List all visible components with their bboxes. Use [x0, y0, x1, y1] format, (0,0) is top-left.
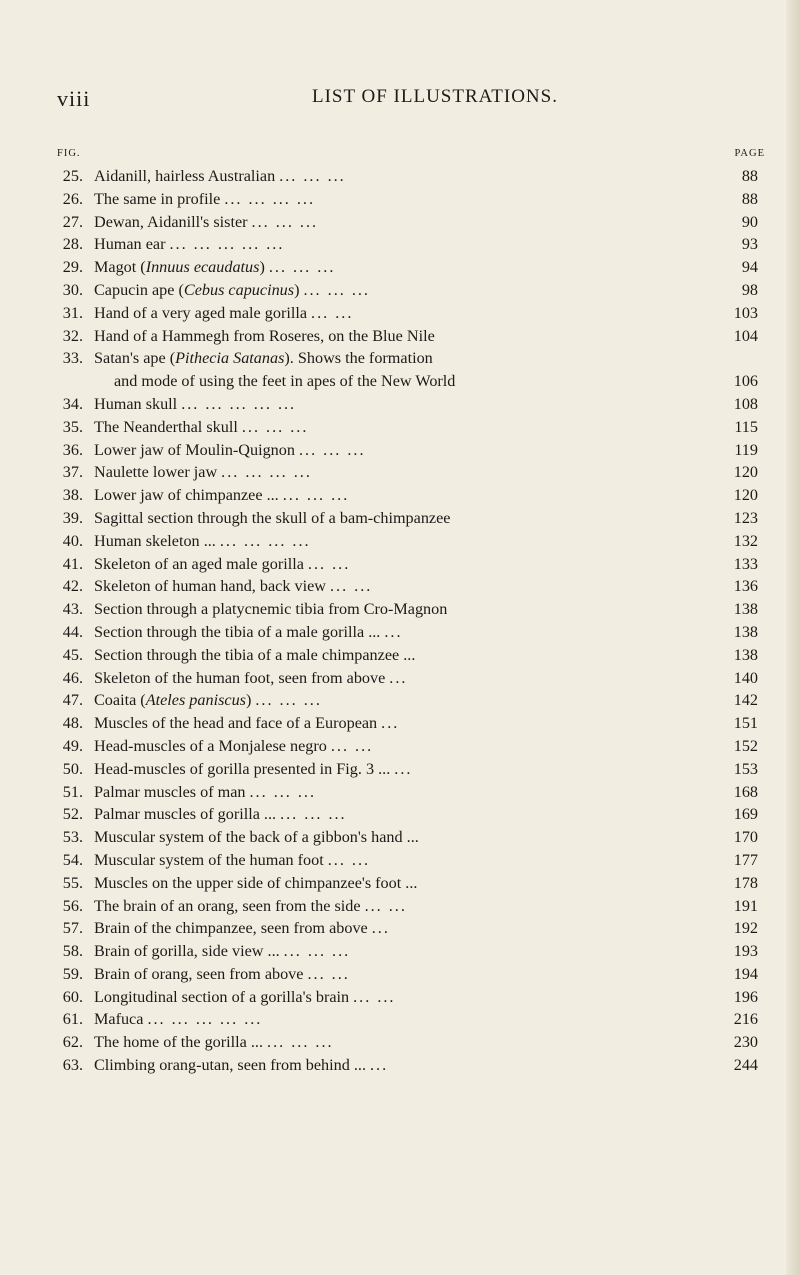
dot-leader: ... ... ...: [241, 417, 309, 436]
caption-text: [94, 553, 304, 576]
caption-text: [94, 598, 447, 621]
page-reference: 138: [733, 600, 758, 619]
entry-body: [83, 826, 768, 849]
figure-number: 50.: [62, 759, 83, 778]
list-item: [48, 347, 768, 393]
figure-number: 45.: [62, 645, 83, 664]
page-reference: 93: [741, 235, 758, 254]
column-headings: [57, 148, 800, 162]
entry-body: [83, 211, 768, 234]
caption-text: [94, 849, 324, 872]
entry-body: [83, 917, 768, 940]
fig-column-heading: FIG.: [57, 148, 81, 159]
entry-body: [83, 849, 768, 872]
entry-body: [83, 507, 768, 530]
page-reference: 120: [733, 463, 758, 482]
entry-body: [83, 256, 768, 279]
entry-body: [83, 895, 768, 918]
page-reference: 138: [733, 645, 758, 664]
page-reference: 136: [733, 577, 758, 596]
caption-segment: Coaita (: [94, 691, 146, 710]
list-item: [48, 712, 768, 735]
caption-text: [94, 1031, 263, 1054]
entry-body: [83, 233, 768, 256]
list-item: [48, 530, 768, 553]
caption-segment: The brain of an orang, seen from the side: [94, 896, 361, 915]
list-item: [48, 484, 768, 507]
caption-segment: The home of the gorilla ...: [94, 1033, 264, 1052]
entry-body: [83, 530, 768, 553]
list-item: [48, 393, 768, 416]
list-item: [48, 598, 768, 621]
dot-leader: ... ...: [330, 736, 374, 755]
caption-italic: Cebus capucinus: [183, 280, 295, 299]
entry-body: [83, 461, 768, 484]
caption-segment: Skeleton of human hand, back view: [94, 577, 326, 596]
page-reference: 104: [733, 326, 758, 345]
figure-number: 63.: [62, 1056, 83, 1075]
page-reference: 153: [733, 759, 758, 778]
page-reference: 120: [733, 486, 758, 505]
figure-number: 47.: [62, 691, 83, 710]
page-reference: 178: [733, 873, 758, 892]
figure-number: 25.: [62, 167, 83, 185]
caption-text: [94, 735, 327, 758]
list-item: [48, 781, 768, 804]
figure-number: 33.: [62, 349, 83, 368]
page-reference: 98: [741, 280, 758, 299]
caption-text: [94, 689, 251, 712]
figure-number: 27.: [62, 212, 83, 231]
caption-text: [94, 256, 265, 279]
dot-leader: ... ...: [311, 303, 354, 322]
caption-text: [94, 1054, 366, 1077]
entry-body: [83, 735, 768, 758]
caption-italic: Pithecia Satanas: [175, 349, 285, 368]
caption-segment: Section through the tibia of a male gorilla ...: [94, 622, 381, 641]
figure-number: 29.: [62, 258, 83, 277]
caption-text: [94, 439, 295, 462]
caption-text: [94, 279, 299, 302]
dot-leader: ... ... ...: [251, 212, 319, 231]
entry-body: [83, 325, 768, 348]
list-item: [48, 758, 768, 781]
page-reference: 168: [733, 782, 758, 801]
caption-segment: Head-muscles of gorilla presented in Fig. 3 ...: [94, 759, 391, 778]
list-item: [48, 553, 768, 576]
entry-body: [83, 575, 768, 598]
figure-number: 48.: [62, 714, 83, 733]
page-reference: 177: [733, 850, 758, 869]
list-item: [48, 621, 768, 644]
entry-body: [83, 553, 768, 576]
caption-text: [94, 233, 165, 256]
dot-leader: ...: [371, 919, 390, 938]
caption-text: [94, 461, 217, 484]
entry-body: [83, 963, 768, 986]
list-item: [48, 416, 768, 439]
caption-text: [94, 302, 307, 325]
figure-number: 51.: [62, 782, 83, 801]
caption-segment: ): [259, 258, 265, 277]
figure-number: 30.: [62, 280, 83, 299]
entry-body: [83, 712, 768, 735]
page-reference: 108: [733, 394, 758, 413]
list-item: [48, 644, 768, 667]
caption-continuation: and mode of using the feet in apes of the New World: [114, 372, 456, 391]
list-item: [48, 986, 768, 1009]
entry-body: [83, 1008, 768, 1031]
dot-leader: ... ...: [329, 577, 373, 596]
page-reference: 90: [741, 212, 758, 231]
page-reference: 216: [733, 1010, 758, 1029]
dot-leader: ... ...: [327, 850, 371, 869]
list-item: [48, 439, 768, 462]
list-item: [48, 1031, 768, 1054]
caption-text: [94, 895, 361, 918]
caption-text: [94, 621, 380, 644]
page-reference: 94: [741, 258, 758, 277]
page-edge: [786, 0, 800, 1275]
list-item: [48, 667, 768, 690]
caption-segment: Sagittal section through the skull of a bam-chimpanzee: [94, 508, 451, 527]
caption-text: [94, 393, 177, 416]
page-reference: 115: [734, 417, 758, 436]
entry-body: [83, 803, 768, 826]
figure-number: 35.: [62, 417, 83, 436]
figure-number: 49.: [62, 736, 83, 755]
entry-body: [83, 439, 768, 462]
dot-leader: ...: [384, 622, 403, 641]
list-item: [48, 211, 768, 234]
page-column-heading: PAGE: [734, 148, 765, 159]
caption-segment: Brain of orang, seen from above: [94, 964, 304, 983]
caption-segment: Satan's ape (: [94, 349, 176, 368]
list-item: [48, 256, 768, 279]
caption-segment: Skeleton of an aged male gorilla: [94, 554, 304, 573]
list-item: [48, 188, 768, 211]
figure-number: 28.: [62, 235, 83, 254]
dot-leader: ... ... ... ...: [221, 463, 312, 482]
caption-text: [94, 917, 368, 940]
caption-text: [94, 872, 417, 895]
page-reference: 194: [733, 964, 758, 983]
caption-segment: Palmar muscles of man: [94, 782, 246, 801]
caption-segment: Hand of a very aged male gorilla: [94, 303, 308, 322]
entry-body: [83, 165, 768, 188]
entry-body: [83, 279, 768, 302]
dot-leader: ... ... ... ... ...: [169, 235, 285, 254]
dot-leader: ... ... ...: [255, 691, 322, 710]
entry-body: [83, 872, 768, 895]
running-title: LIST OF ILLUSTRATIONS.: [312, 86, 558, 107]
list-item: [48, 940, 768, 963]
page-reference: 119: [734, 440, 758, 459]
list-item: [48, 302, 768, 325]
caption-text: [94, 781, 246, 804]
caption-segment: The same in profile: [94, 189, 221, 208]
page-reference: 133: [733, 554, 758, 573]
dot-leader: ...: [381, 714, 400, 733]
entry-body: [83, 758, 768, 781]
list-item: [48, 735, 768, 758]
caption-segment: Hand of a Hammegh from Roseres, on the Blue Nile: [94, 326, 435, 345]
figure-number: 59.: [62, 964, 83, 983]
figure-number: 60.: [62, 987, 83, 1006]
caption-segment: Human skull: [94, 394, 178, 413]
caption-segment: Muscular system of the human foot: [94, 850, 324, 869]
page-reference: 123: [733, 508, 758, 527]
caption-text: [94, 416, 238, 439]
entry-body: [83, 598, 768, 621]
dot-leader: ...: [394, 759, 413, 778]
caption-text: [94, 347, 433, 370]
list-item: [48, 1008, 768, 1031]
page-reference: 169: [733, 805, 758, 824]
figure-number: 61.: [62, 1010, 83, 1029]
entry-body: [83, 393, 768, 416]
page-reference: 103: [733, 303, 758, 322]
list-item: [48, 849, 768, 872]
entry-body: [83, 416, 768, 439]
list-item: [48, 872, 768, 895]
caption-segment: ): [294, 280, 300, 299]
caption-segment: Lower jaw of chimpanzee ...: [94, 486, 279, 505]
page-reference: 138: [733, 622, 758, 641]
caption-text: [94, 1008, 143, 1031]
caption-text: [94, 644, 415, 667]
caption-text: [94, 940, 280, 963]
caption-segment: Brain of the chimpanzee, seen from above: [94, 919, 368, 938]
figure-number: 40.: [62, 531, 83, 550]
caption-text: [94, 986, 349, 1009]
list-item: [48, 279, 768, 302]
figure-number: 43.: [62, 600, 83, 619]
dot-leader: ... ... ... ... ...: [181, 394, 297, 413]
caption-italic: Ateles paniscus: [145, 691, 246, 710]
list-item: [48, 507, 768, 530]
dot-leader: ... ... ...: [279, 167, 346, 185]
caption-text: [94, 758, 390, 781]
figure-number: 42.: [62, 577, 83, 596]
caption-segment: Capucin ape (: [94, 280, 184, 299]
page-reference: 132: [733, 531, 758, 550]
caption-segment: Magot (: [94, 258, 146, 277]
dot-leader: ... ...: [307, 554, 351, 573]
caption-text: [94, 507, 450, 530]
list-item: [48, 963, 768, 986]
dot-leader: ... ...: [307, 964, 350, 983]
page-reference: 106: [733, 372, 758, 391]
caption-text: [94, 484, 279, 507]
entry-body: [83, 940, 768, 963]
caption-segment: Human ear: [94, 235, 166, 254]
list-item: [48, 461, 768, 484]
page-reference: 142: [733, 691, 758, 710]
figure-number: 34.: [62, 394, 83, 413]
page-number: viii: [57, 86, 91, 111]
caption-segment: Section through a platycnemic tibia from Cro-Magnon: [94, 600, 448, 619]
caption-segment: Section through the tibia of a male chimpanzee ...: [94, 645, 416, 664]
entry-body: [83, 667, 768, 690]
figure-number: 57.: [62, 919, 83, 938]
list-item: [48, 689, 768, 712]
page-reference: 88: [741, 167, 758, 185]
list-item: [48, 826, 768, 849]
dot-leader: ... ... ... ... ...: [147, 1010, 263, 1029]
entry-body: [83, 1031, 768, 1054]
list-item: [48, 895, 768, 918]
caption-text: [94, 188, 220, 211]
figure-number: 31.: [62, 303, 83, 322]
figure-number: 26.: [62, 189, 83, 208]
entry-body: [83, 621, 768, 644]
dot-leader: ... ... ... ...: [219, 531, 311, 550]
dot-leader: ... ... ...: [283, 942, 351, 961]
entry-body: [83, 302, 768, 325]
figure-number: 36.: [62, 440, 83, 459]
caption-segment: Skeleton of the human foot, seen from above: [94, 668, 386, 687]
figure-number: 62.: [62, 1033, 83, 1052]
caption-text: [94, 211, 248, 234]
list-item: [48, 325, 768, 348]
caption-segment: Human skeleton ...: [94, 531, 216, 550]
caption-segment: Naulette lower jaw: [94, 463, 218, 482]
caption-segment: Head-muscles of a Monjalese negro: [94, 736, 327, 755]
dot-leader: ... ... ... ...: [224, 189, 316, 208]
page-header: [57, 86, 757, 110]
dot-leader: ... ... ...: [282, 486, 350, 505]
figure-number: 38.: [62, 486, 83, 505]
dot-leader: ... ... ...: [280, 805, 347, 824]
list-item: [48, 165, 768, 188]
page-reference: 191: [733, 896, 758, 915]
illustration-list: [48, 165, 768, 1077]
caption-text: [94, 712, 377, 735]
caption-segment: Climbing orang-utan, seen from behind ...: [94, 1056, 366, 1075]
caption-segment: Aidanill, hairless Australian: [94, 167, 276, 185]
dot-leader: ...: [389, 668, 408, 687]
dot-leader: ... ...: [364, 896, 407, 915]
dot-leader: ... ...: [353, 987, 396, 1006]
caption-segment: ). Shows the formation: [284, 349, 433, 368]
entry-body: [83, 644, 768, 667]
caption-text: [94, 575, 326, 598]
caption-text: [94, 325, 435, 348]
caption-text: [94, 530, 216, 553]
figure-number: 56.: [62, 896, 83, 915]
page-reference: 151: [733, 714, 758, 733]
dot-leader: ... ... ...: [303, 280, 370, 299]
page-reference: 196: [733, 987, 758, 1006]
caption-segment: The Neanderthal skull: [94, 417, 238, 436]
page-reference: 152: [733, 736, 758, 755]
entry-body: [83, 986, 768, 1009]
caption-segment: Palmar muscles of gorilla ...: [94, 805, 277, 824]
caption-text: [94, 803, 276, 826]
entry-body: [83, 347, 768, 393]
caption-segment: Brain of gorilla, side view ...: [94, 942, 280, 961]
figure-number: 54.: [62, 850, 83, 869]
page-reference: 230: [733, 1033, 758, 1052]
list-item: [48, 917, 768, 940]
entry-body: [83, 484, 768, 507]
figure-number: 32.: [62, 326, 83, 345]
caption-segment: Muscles of the head and face of a European: [94, 714, 378, 733]
caption-text: [94, 165, 275, 188]
caption-italic: Innuus ecaudatus: [145, 258, 260, 277]
caption-segment: Muscular system of the back of a gibbon's hand ...: [94, 828, 419, 847]
entry-body: [83, 689, 768, 712]
dot-leader: ... ... ...: [268, 258, 336, 277]
page-reference: 170: [733, 828, 758, 847]
figure-number: 41.: [62, 554, 83, 573]
page-reference: 193: [733, 942, 758, 961]
page-reference: 88: [741, 189, 758, 208]
list-item: [48, 803, 768, 826]
caption-segment: Longitudinal section of a gorilla's brain: [94, 987, 350, 1006]
dot-leader: ... ... ...: [267, 1033, 334, 1052]
caption-segment: Mafuca: [94, 1010, 144, 1029]
caption-segment: ): [245, 691, 252, 710]
dot-leader: ... ... ...: [298, 440, 366, 459]
figure-number: 58.: [62, 942, 83, 961]
figure-number: 44.: [62, 622, 83, 641]
figure-number: 46.: [62, 668, 83, 687]
figure-number: 37.: [62, 463, 83, 482]
caption-text: [94, 826, 419, 849]
caption-segment: Muscles on the upper side of chimpanzee's foot ...: [94, 873, 418, 892]
figure-number: 52.: [62, 805, 83, 824]
figure-number: 55.: [62, 873, 83, 892]
caption-text: [94, 667, 385, 690]
list-item: [48, 233, 768, 256]
page-reference: 244: [733, 1056, 758, 1075]
entry-body: [83, 781, 768, 804]
figure-number: 39.: [62, 508, 83, 527]
page-reference: 192: [733, 919, 758, 938]
caption-segment: Lower jaw of Moulin-Quignon: [94, 440, 295, 459]
entry-body: [83, 188, 768, 211]
caption-text: [94, 963, 303, 986]
dot-leader: ... ... ...: [249, 782, 317, 801]
list-item: [48, 1054, 768, 1077]
page-reference: 140: [733, 668, 758, 687]
entry-body: [83, 1054, 768, 1077]
list-item: [48, 575, 768, 598]
caption-segment: Dewan, Aidanill's sister: [94, 212, 248, 231]
dot-leader: ...: [370, 1056, 389, 1075]
figure-number: 53.: [62, 828, 83, 847]
